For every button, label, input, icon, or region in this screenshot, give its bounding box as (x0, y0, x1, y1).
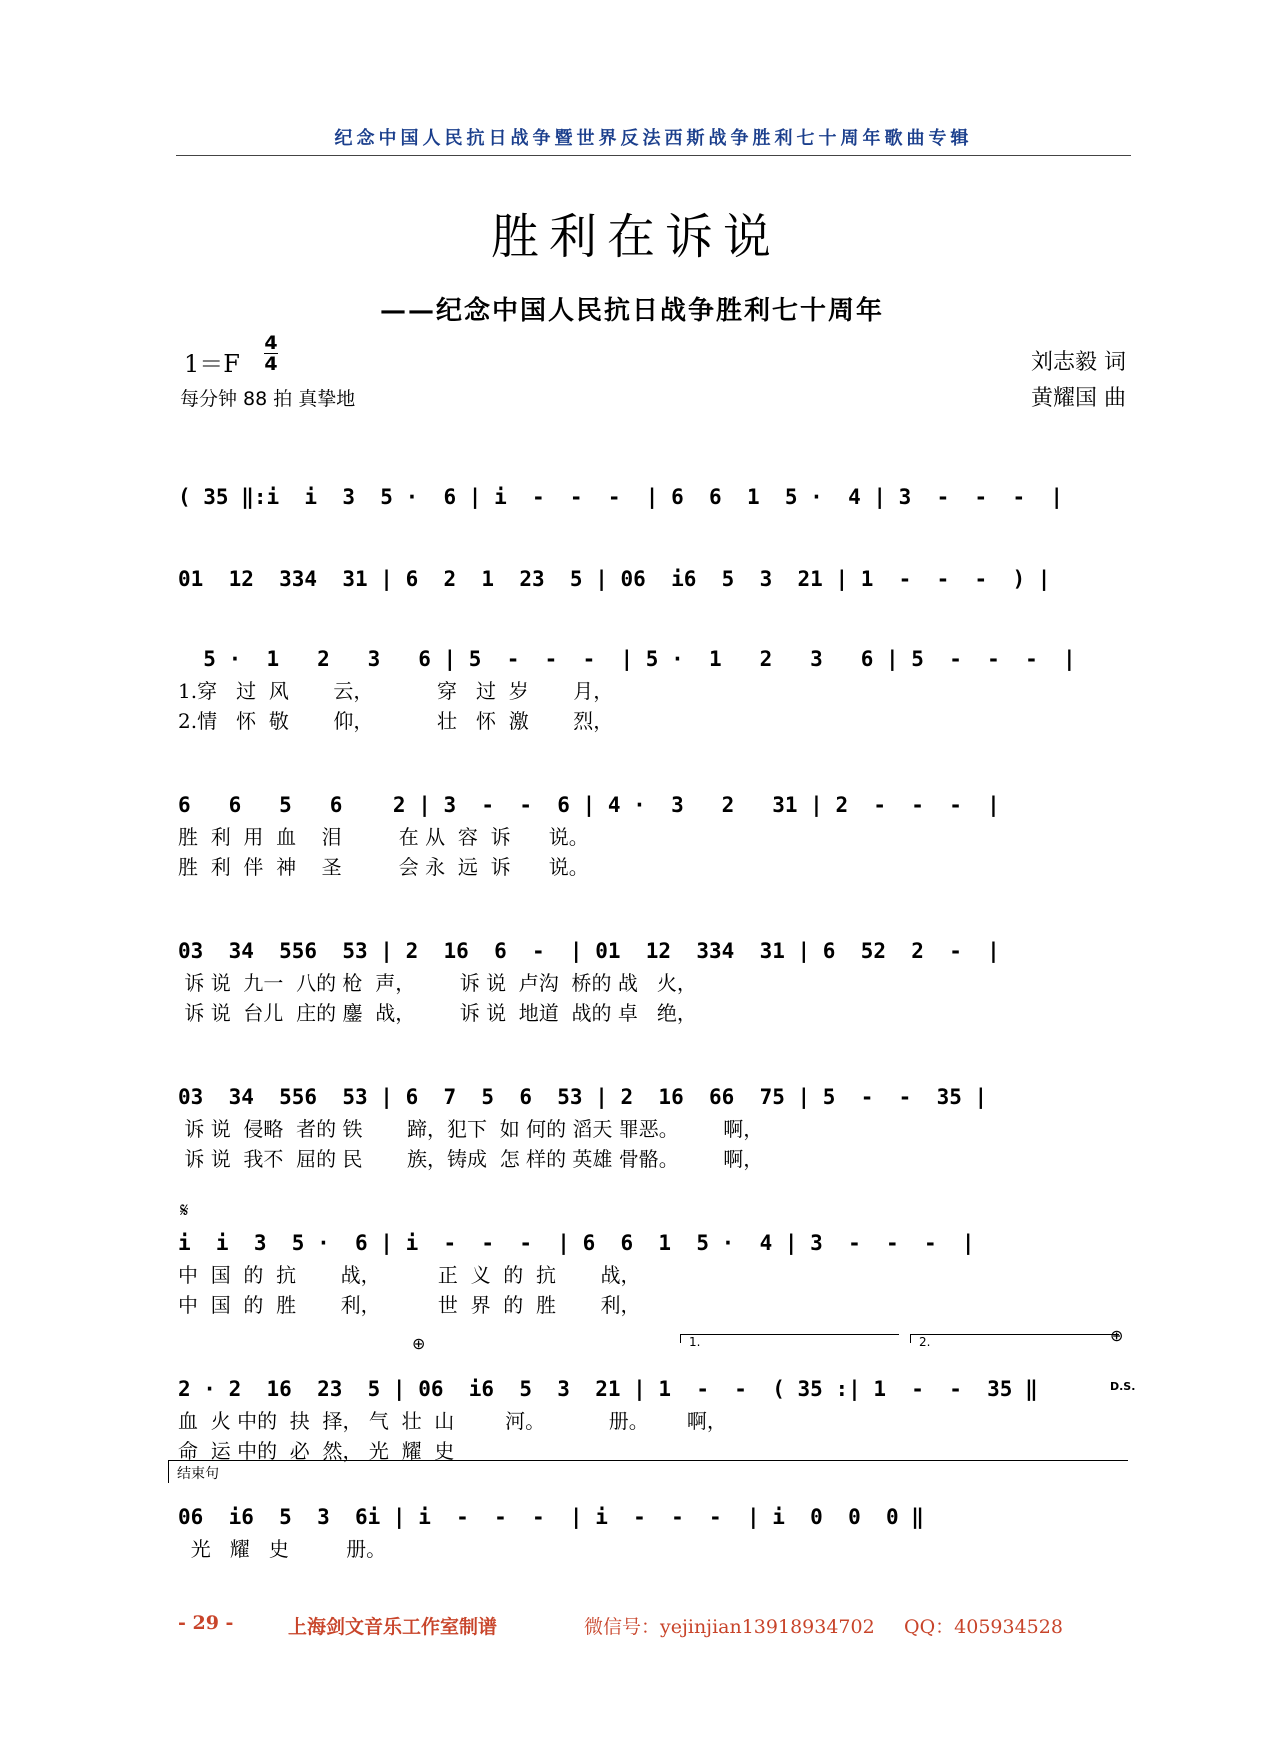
volta-bracket-1: 1. (680, 1334, 899, 1343)
lyrics-verse-2: 诉 说 台儿 庄的 鏖 战， 诉 说 地道 战的 卓 绝， (178, 1001, 697, 1025)
score-row-8 (178, 1372, 1128, 1466)
time-signature (264, 334, 278, 373)
score-row-2 (178, 562, 1128, 596)
album-banner: 纪念中国人民抗日战争暨世界反法西斯战争胜利七十周年歌曲专辑 (334, 128, 973, 149)
ds-marking: D.S. (1110, 1380, 1136, 1393)
lyrics-verse-1: 诉 说 侵略 者的 铁 蹄，犯下 如 何的 滔天 罪恶。 啊， (178, 1117, 764, 1141)
qq-contact: QQ：405934528 (904, 1616, 1063, 1638)
segno-sign: 𝄋 (180, 1198, 189, 1222)
notes-line: 2 · 2 16 23 5 | 06 i6 5 3 21 | 1 - - ( 35 :| 1 - - 35 ‖ (178, 1377, 1038, 1401)
lyricist-credit: 刘志毅 词 (1031, 350, 1126, 375)
notes-line: 6 6 5 6 2 | 3 - - 6 | 4 · 3 2 31 | 2 - - - | (178, 793, 1000, 817)
volta-bracket-2: 2. (910, 1334, 1119, 1343)
notes-line: i i 3 5 · 6 | i - - - | 6 6 1 5 · 4 | 3 - - - | (178, 1231, 975, 1255)
closing-phrase-label: 结束句 (168, 1460, 225, 1483)
lyrics-verse-1: 1.穿 过 风 云， 穿 过 岁 月， (178, 679, 614, 703)
studio-credit: 上海剑文音乐工作室制谱 (288, 1616, 498, 1638)
lyrics-verse-2: 中 国 的 胜 利， 世 界 的 胜 利， (178, 1293, 641, 1317)
lyrics-verse-2: 诉 说 我不 屈的 民 族，铸成 怎 样的 英雄 骨骼。 啊， (178, 1147, 764, 1171)
score-row-9 (178, 1500, 1128, 1564)
lyrics-verse-1: 中 国 的 抗 战， 正 义 的 抗 战， (178, 1263, 641, 1287)
song-subtitle: ——纪念中国人民抗日战争胜利七十周年 (380, 296, 885, 326)
time-sig-bottom: 4 (264, 353, 278, 375)
notes-line: 03 34 556 53 | 6 7 5 6 53 | 2 16 66 75 | 5 - - 35 | (178, 1085, 988, 1109)
lyrics-verse-1: 诉 说 九一 八的 枪 声， 诉 说 卢沟 桥的 战 火， (178, 971, 697, 995)
page-number: - 29 - (178, 1612, 234, 1634)
score-row-5 (178, 934, 1128, 1028)
score-row-1 (178, 480, 1128, 514)
song-title: 胜利在诉说 (490, 209, 781, 265)
score-row-4 (178, 788, 1128, 882)
lyrics-verse-2: 命 运 中的 必 然， 光 耀 史 (178, 1439, 455, 1463)
score-row-6 (178, 1080, 1128, 1174)
score-row-3 (178, 642, 1128, 736)
lyrics-verse-2: 胜 利 伴 神 圣 会 永 远 诉 说。 (178, 855, 589, 879)
lyrics-verse-1: 胜 利 用 血 泪 在 从 容 诉 说。 (178, 825, 589, 849)
notes-line: 5 · 1 2 3 6 | 5 - - - | 5 · 1 2 3 6 | 5 - - - | (178, 647, 1076, 671)
closing-bracket-line (168, 1460, 1128, 1461)
header-divider (176, 155, 1131, 156)
lyrics-verse-1: 血 火 中的 抉 择， 气 壮 山 河。 册。 啊， (178, 1409, 727, 1433)
coda-sign: ⊕ (412, 1334, 426, 1353)
key-signature: 1＝F (184, 350, 240, 378)
time-sig-top: 4 (264, 332, 278, 354)
notes-line: 01 12 334 31 | 6 2 1 23 5 | 06 i6 5 3 21 | 1 - - - ) | (178, 567, 1051, 591)
tempo-marking: 每分钟 88 拍 真挚地 (180, 388, 356, 410)
lyrics-verse-2: 2.情 怀 敬 仰， 壮 怀 激 烈， (178, 709, 614, 733)
coda-sign-end: ⊕ (1110, 1326, 1124, 1345)
notes-line: 06 i6 5 3 6i | i - - - | i - - - | i 0 0 0 ‖ (178, 1505, 924, 1529)
notes-line: 03 34 556 53 | 2 16 6 - | 01 12 334 31 | 6 52 2 - | (178, 939, 1000, 963)
lyrics-verse-1: 光 耀 史 册。 (178, 1537, 387, 1561)
composer-credit: 黄耀国 曲 (1031, 386, 1126, 411)
notes-line: ( 35 ‖:i i 3 5 · 6 | i - - - | 6 6 1 5 · 4 | 3 - - - | (178, 485, 1064, 509)
wechat-contact: 微信号：yejinjian13918934702 (584, 1616, 875, 1638)
score-row-7 (178, 1226, 1128, 1320)
